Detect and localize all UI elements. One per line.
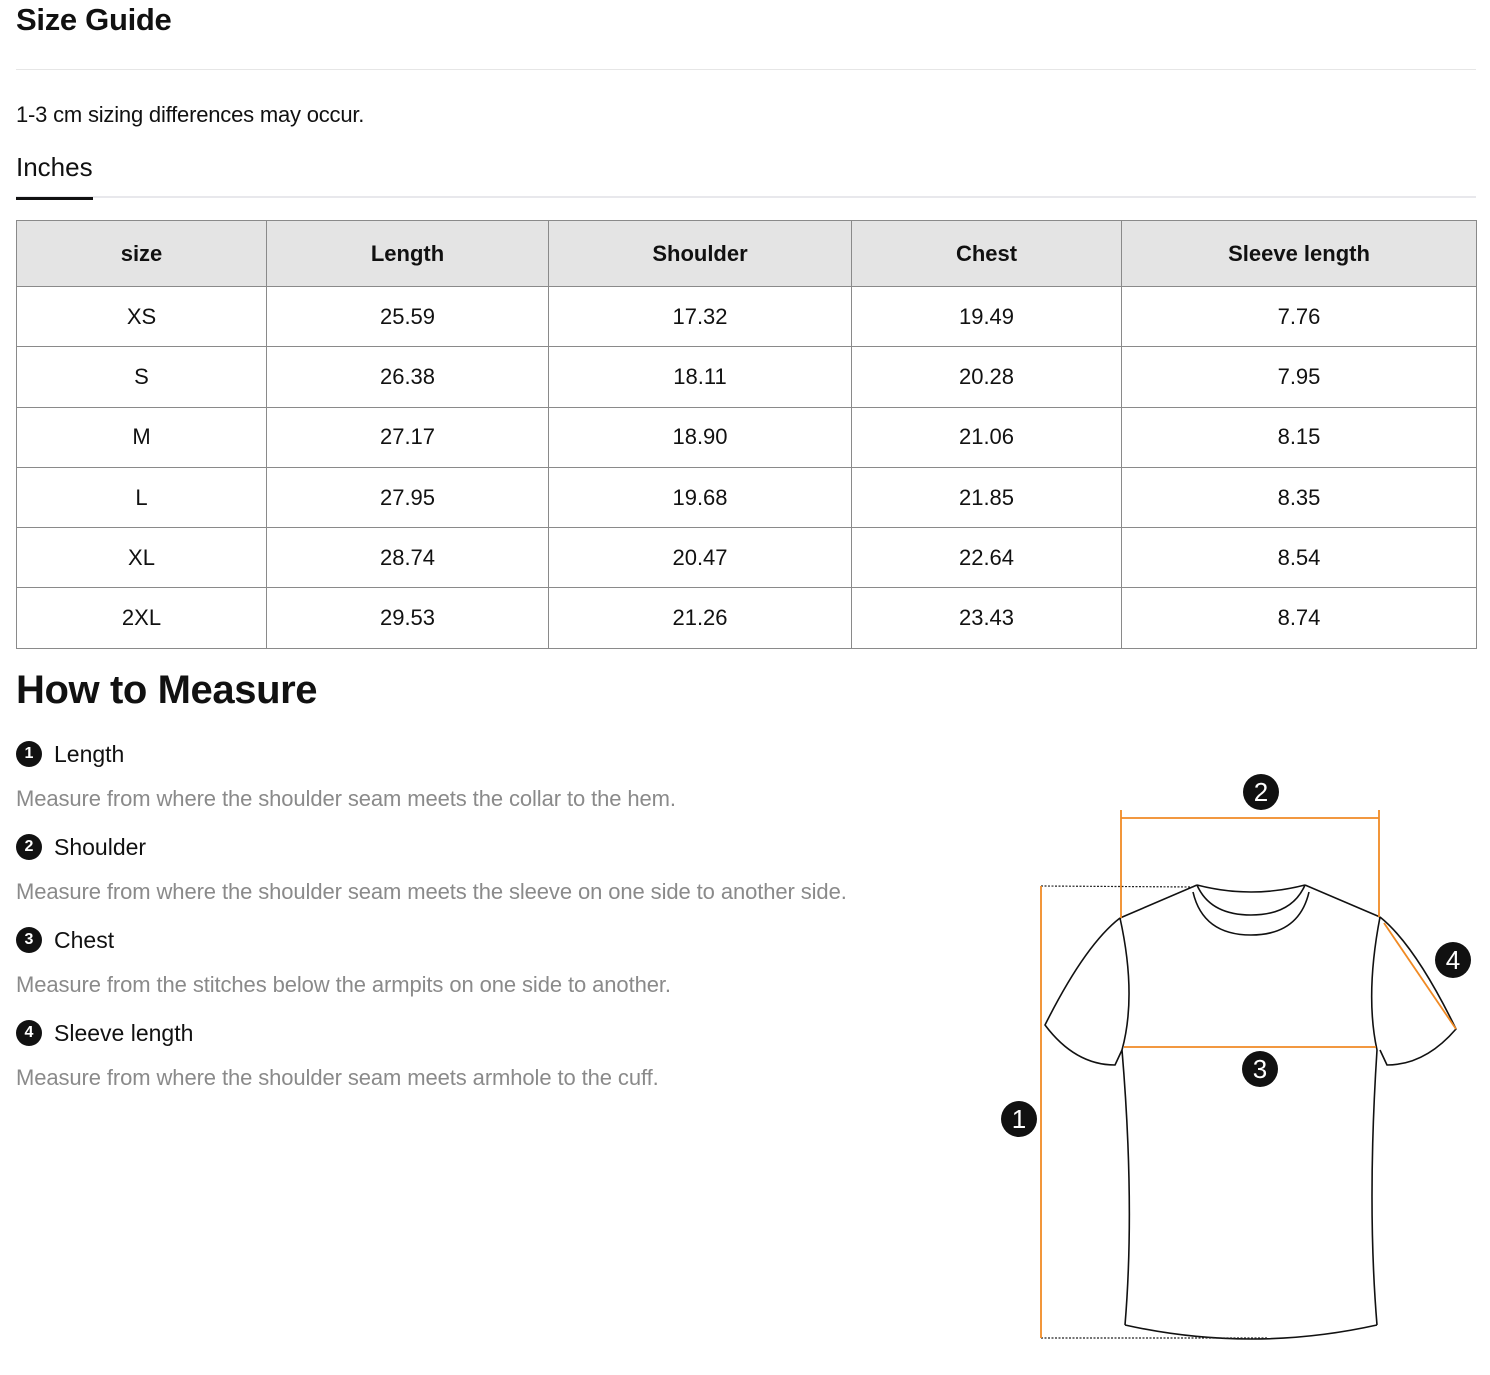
table-row bbox=[17, 467, 1477, 527]
table-row bbox=[17, 347, 1477, 407]
cell-size: L bbox=[17, 467, 267, 527]
cell-shoulder: 20.47 bbox=[549, 528, 852, 588]
cell-length: 27.95 bbox=[267, 467, 549, 527]
table-header-row bbox=[17, 221, 1477, 287]
cell-chest: 22.64 bbox=[852, 528, 1122, 588]
cell-sleeve-length: 8.15 bbox=[1122, 407, 1477, 467]
table-row bbox=[17, 407, 1477, 467]
cell-sleeve-length: 8.74 bbox=[1122, 588, 1477, 648]
table-row bbox=[17, 528, 1477, 588]
cell-size: S bbox=[17, 347, 267, 407]
measure-item-sleeve-length bbox=[16, 1015, 956, 1108]
number-3-icon: 3 bbox=[16, 927, 42, 953]
table-row bbox=[17, 287, 1477, 347]
tab-inches[interactable]: Inches bbox=[16, 150, 93, 198]
cell-shoulder: 18.11 bbox=[549, 347, 852, 407]
svg-text:1: 1 bbox=[1011, 1104, 1027, 1134]
cell-size: XS bbox=[17, 287, 267, 347]
measure-item-length bbox=[16, 736, 956, 829]
table-row bbox=[17, 588, 1477, 648]
cell-sleeve-length: 7.95 bbox=[1122, 347, 1477, 407]
measure-description: Measure from the stitches below the armpits on one side to another. bbox=[16, 972, 671, 997]
cell-size: M bbox=[17, 407, 267, 467]
tshirt-measurement-diagram-icon bbox=[995, 765, 1475, 1355]
cell-shoulder: 19.68 bbox=[549, 467, 852, 527]
unit-tabs bbox=[16, 150, 1476, 198]
svg-text:2: 2 bbox=[1253, 777, 1269, 807]
cell-length: 29.53 bbox=[267, 588, 549, 648]
measure-label: Chest bbox=[54, 926, 115, 953]
how-to-measure-title: How to Measure bbox=[16, 668, 318, 712]
cell-chest: 21.85 bbox=[852, 467, 1122, 527]
cell-sleeve-length: 8.35 bbox=[1122, 467, 1477, 527]
measure-description: Measure from where the shoulder seam meets armhole to the cuff. bbox=[16, 1065, 659, 1090]
cell-length: 27.17 bbox=[267, 407, 549, 467]
measure-instructions bbox=[16, 736, 956, 1108]
number-4-icon: 4 bbox=[16, 1020, 42, 1046]
column-header-chest: Chest bbox=[852, 221, 1122, 287]
column-header-size: size bbox=[17, 221, 267, 287]
sizing-note: 1-3 cm sizing differences may occur. bbox=[16, 102, 365, 127]
svg-text:4: 4 bbox=[1445, 945, 1461, 975]
measure-item-shoulder bbox=[16, 829, 956, 922]
measure-description: Measure from where the shoulder seam meets the collar to the hem. bbox=[16, 786, 676, 811]
cell-size: 2XL bbox=[17, 588, 267, 648]
cell-size: XL bbox=[17, 528, 267, 588]
size-table bbox=[16, 220, 1477, 649]
cell-chest: 19.49 bbox=[852, 287, 1122, 347]
cell-chest: 21.06 bbox=[852, 407, 1122, 467]
measure-label: Length bbox=[54, 740, 125, 767]
cell-sleeve-length: 7.76 bbox=[1122, 287, 1477, 347]
column-header-length: Length bbox=[267, 221, 549, 287]
number-2-icon: 2 bbox=[16, 834, 42, 860]
title-divider bbox=[16, 69, 1476, 70]
cell-shoulder: 18.90 bbox=[549, 407, 852, 467]
page-title: Size Guide bbox=[16, 2, 172, 37]
measure-description: Measure from where the shoulder seam meets the sleeve on one side to another side. bbox=[16, 879, 847, 904]
number-1-icon: 1 bbox=[16, 741, 42, 767]
measure-label: Shoulder bbox=[54, 833, 147, 860]
column-header-shoulder: Shoulder bbox=[549, 221, 852, 287]
cell-length: 28.74 bbox=[267, 528, 549, 588]
cell-shoulder: 17.32 bbox=[549, 287, 852, 347]
cell-chest: 20.28 bbox=[852, 347, 1122, 407]
svg-text:3: 3 bbox=[1252, 1054, 1268, 1084]
cell-shoulder: 21.26 bbox=[549, 588, 852, 648]
measure-label: Sleeve length bbox=[54, 1019, 194, 1046]
column-header-sleeve-length: Sleeve length bbox=[1122, 221, 1477, 287]
cell-chest: 23.43 bbox=[852, 588, 1122, 648]
measure-item-chest bbox=[16, 922, 956, 1015]
cell-length: 26.38 bbox=[267, 347, 549, 407]
cell-sleeve-length: 8.54 bbox=[1122, 528, 1477, 588]
cell-length: 25.59 bbox=[267, 287, 549, 347]
